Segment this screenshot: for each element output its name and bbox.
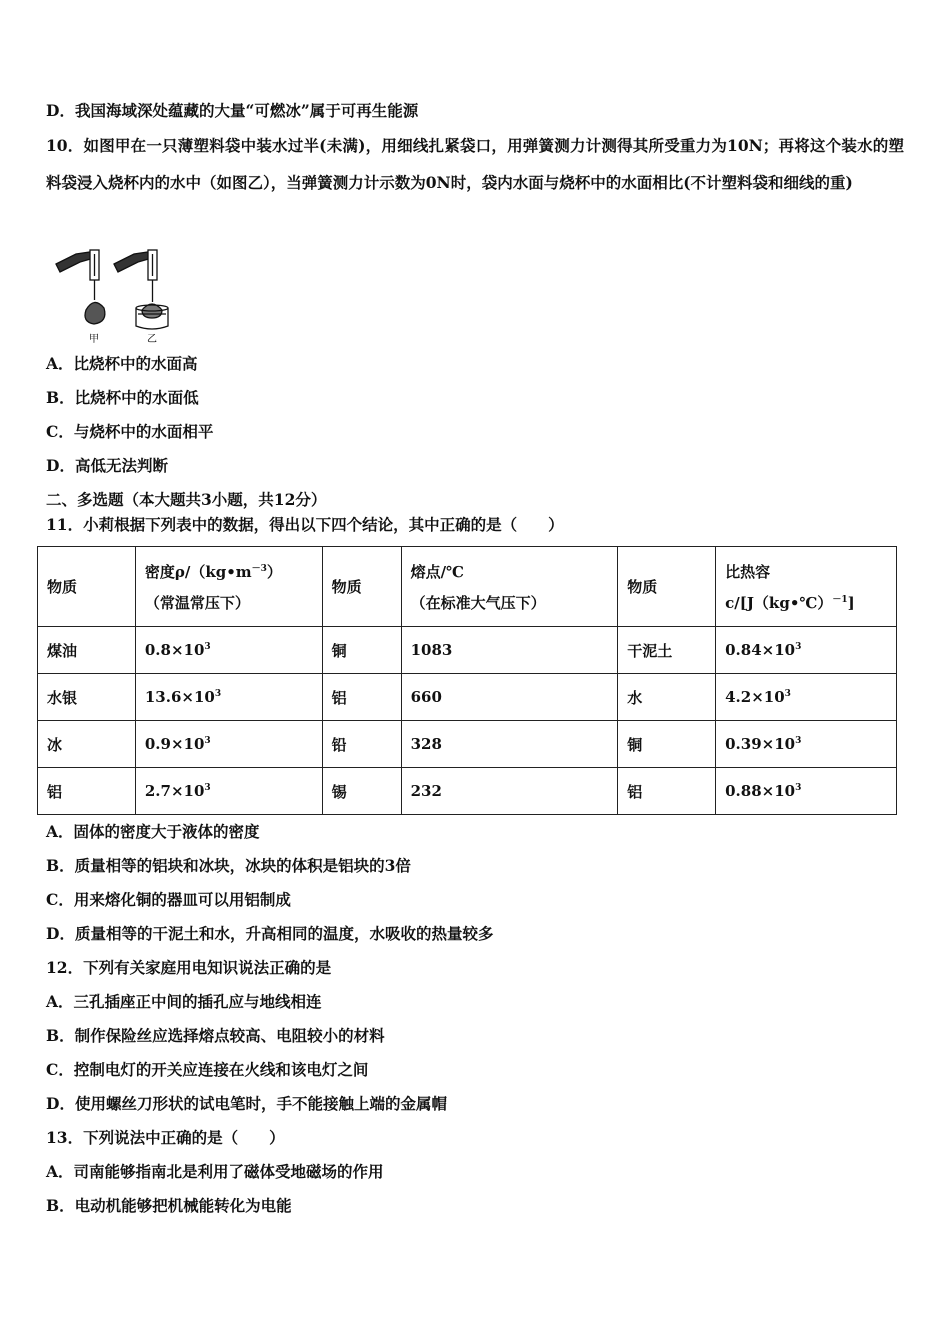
cell-specific-heat: $0.84\times 10^3$	[716, 627, 897, 674]
q10-option-d: D．高低无法判断	[46, 456, 168, 475]
cell-density: $13.6\times 10^3$	[135, 674, 322, 721]
cell-melting-point: 328	[401, 721, 618, 768]
q12-option-a: A．三孔插座正中间的插孔应与地线相连	[46, 992, 322, 1011]
q10-option-b: B．比烧杯中的水面低	[46, 388, 199, 407]
q11-option-d: D．质量相等的干泥土和水，升高相同的温度，水吸收的热量较多	[46, 924, 494, 943]
cell-substance: 水	[618, 674, 716, 721]
q13-option-b: B．电动机能够把机械能转化为电能	[46, 1196, 292, 1215]
header-melting-point: 熔点/℃ （在标准大气压下）	[401, 547, 618, 627]
q12-option-c: C．控制电灯的开关应连接在火线和该电灯之间	[46, 1060, 369, 1079]
q11-option-c: C．用来熔化铜的器皿可以用铝制成	[46, 890, 291, 909]
table-row	[38, 721, 897, 768]
cell-substance: 铝	[322, 674, 401, 721]
cell-substance: 冰	[38, 721, 136, 768]
figure-label-yi: 乙	[147, 334, 157, 345]
table-row	[38, 674, 897, 721]
q12-stem: 12．下列有关家庭用电知识说法正确的是	[46, 958, 332, 977]
cell-substance: 铅	[322, 721, 401, 768]
cell-melting-point: 1083	[401, 627, 618, 674]
table-header-row	[38, 547, 897, 627]
cell-melting-point: 232	[401, 768, 618, 815]
cell-specific-heat: $0.88\times 10^3$	[716, 768, 897, 815]
cell-substance: 铜	[322, 627, 401, 674]
q12-option-d: D．使用螺丝刀形状的试电笔时，手不能接触上端的金属帽	[46, 1094, 447, 1113]
q11-data-table	[37, 546, 897, 815]
q10-option-a: A．比烧杯中的水面高	[46, 354, 198, 373]
q10-figure	[50, 244, 180, 348]
cell-substance: 铝	[618, 768, 716, 815]
cell-substance: 水银	[38, 674, 136, 721]
cell-specific-heat: $0.39\times 10^3$	[716, 721, 897, 768]
q10-stem: 10．如图甲在一只薄塑料袋中装水过半(未满)，用细线扎紧袋口，用弹簧测力计测得其所受重力为10N；再将这个装水的塑料袋浸入烧杯内的水中（如图乙），当弹簧测力计示数为0N时，袋内水面与烧杯中的水面相比(不计塑料袋和细线的重)	[46, 136, 904, 192]
cell-density: $2.7\times 10^3$	[135, 768, 322, 815]
header-substance-2: 物质	[322, 547, 401, 627]
header-substance-1: 物质	[38, 547, 136, 627]
cell-specific-heat: $4.2\times 10^3$	[716, 674, 897, 721]
figure-yi	[114, 250, 168, 329]
cell-density: $0.9\times 10^3$	[135, 721, 322, 768]
header-specific-heat: 比热容 c/[J（kg•℃）$^{-1}$]	[716, 547, 897, 627]
q11-option-a: A．固体的密度大于液体的密度	[46, 822, 260, 841]
q11-option-b: B．质量相等的铝块和冰块，冰块的体积是铝块的3倍	[46, 856, 411, 875]
table-row	[38, 768, 897, 815]
header-density: 密度$\rho/(kg•m^{-3})$ （常温常压下）	[135, 547, 322, 627]
figure-jia	[56, 250, 105, 324]
q12-option-b: B．制作保险丝应选择熔点较高、电阻较小的材料	[46, 1026, 385, 1045]
header-substance-3: 物质	[618, 547, 716, 627]
q11-stem: 11．小莉根据下列表中的数据，得出以下四个结论，其中正确的是（ ）	[46, 515, 564, 534]
cell-density: $0.8\times 10^3$	[135, 627, 322, 674]
section-title: 二、多选题（本大题共3小题，共12分）	[46, 490, 327, 509]
cell-substance: 干泥土	[618, 627, 716, 674]
cell-melting-point: 660	[401, 674, 618, 721]
q9-option-d: D．我国海域深处蕴藏的大量“可燃冰”属于可再生能源	[46, 101, 419, 120]
cell-substance: 铜	[618, 721, 716, 768]
cell-substance: 锡	[322, 768, 401, 815]
cell-substance: 铝	[38, 768, 136, 815]
figure-label-jia: 甲	[89, 334, 99, 345]
table-row	[38, 627, 897, 674]
q10-option-c: C．与烧杯中的水面相平	[46, 422, 214, 441]
q13-stem: 13．下列说法中正确的是（ ）	[46, 1128, 285, 1147]
q13-option-a: A．司南能够指南北是利用了磁体受地磁场的作用	[46, 1162, 384, 1181]
cell-substance: 煤油	[38, 627, 136, 674]
